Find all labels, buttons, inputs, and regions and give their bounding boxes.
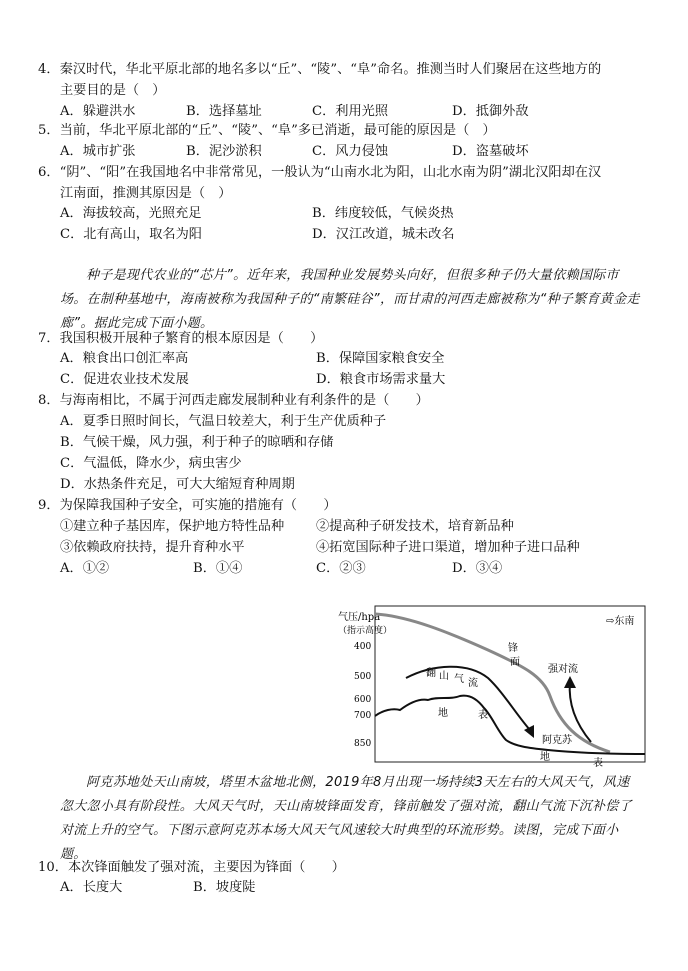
front-char-1: 锋 bbox=[508, 643, 518, 654]
q8-option-d: D．水热条件充足，可大大缩短育种周期 bbox=[60, 477, 295, 492]
q9-option-b: B．①④ bbox=[193, 561, 243, 576]
q9-item-3: ③依赖政府扶持，提升育种水平 bbox=[60, 540, 245, 555]
q9-option-d: D．③④ bbox=[452, 561, 503, 576]
q4-option-b: B．选择墓址 bbox=[186, 104, 262, 119]
tick-600: 600 bbox=[354, 695, 372, 705]
q5-option-b: B．泥沙淤积 bbox=[186, 144, 262, 159]
q9-item-4: ④拓宽国际种子进口渠道，增加种子进口品种 bbox=[316, 540, 580, 555]
surface-char-1: 地 bbox=[438, 708, 448, 719]
q4-option-d: D．抵御外敌 bbox=[452, 104, 529, 119]
passage-aksu-wind: 阿克苏地处天山南坡，塔里木盆地北侧，2019年8月出现一场持续3天左右的大风天气，风速忽大忽小具有阶段性。大风天气时，天山南坡锋面发育，锋前触发了强对流，翻山气流下沉补偿了对流上升的空气。下图示意阿克苏本场大风天气风速较大时典型的环流形势。读图，完成下面小题。 bbox=[60, 775, 632, 862]
q8-option-b: B．气候干燥，风力强，利于种子的晾晒和存储 bbox=[60, 435, 334, 450]
direction-label: ⇨东南 bbox=[606, 616, 635, 627]
q4-option-c: C．利用光照 bbox=[312, 104, 389, 119]
q6-option-d: D．汉江改道，城未改名 bbox=[312, 227, 455, 242]
surface-char-2: 表 bbox=[478, 710, 488, 721]
surface2-char-1: 地 bbox=[540, 752, 550, 763]
tick-850: 850 bbox=[354, 739, 372, 749]
q4-stem-line1: 4．秦汉时代，华北平原北部的地名多以“丘”、“陵”、“阜”命名。推测当时人们聚居在这些地方的 bbox=[38, 62, 602, 77]
tick-500: 500 bbox=[354, 672, 372, 682]
q7-option-a: A．粮食出口创汇率高 bbox=[60, 351, 189, 366]
q9-stem: 9．为保障我国种子安全，可实施的措施有（ ） bbox=[38, 498, 337, 513]
q8-option-a: A．夏季日照时间长，气温日较差大，利于生产优质种子 bbox=[60, 414, 387, 429]
q7-option-b: B．保障国家粮食安全 bbox=[316, 351, 445, 366]
foehn-char-2: 山 bbox=[439, 671, 449, 682]
q9-option-a: A．①② bbox=[60, 561, 110, 576]
q9-item-1: ①建立种子基因库，保护地方特性品种 bbox=[60, 519, 285, 534]
q9-item-2: ②提高种子研发技术，培育新品种 bbox=[316, 519, 514, 534]
q10-stem: 10．本次锋面触发了强对流，主要因为锋面（ ） bbox=[38, 860, 345, 875]
q6-option-c: C．北有高山，取名为阳 bbox=[60, 227, 202, 242]
q6-stem-line1: 6．“阴”、“阳”在我国地名中非常常见，一般认为“山南水北为阳，山北水南为阴”湖北汉阳却在汉 bbox=[38, 165, 602, 180]
q6-option-a: A．海拔较高，光照充足 bbox=[60, 206, 202, 221]
convection-arrowhead bbox=[564, 676, 576, 688]
q7-option-c: C．促进农业技术发展 bbox=[60, 372, 189, 387]
surface2-char-2: 表 bbox=[593, 758, 603, 769]
foehn-char-4: 流 bbox=[468, 678, 478, 689]
front-char-2: 面 bbox=[510, 657, 520, 668]
q6-option-b: B．纬度较低，气候炎热 bbox=[312, 206, 454, 221]
q7-option-d: D．粮食市场需求量大 bbox=[316, 372, 446, 387]
foehn-char-3: 气 bbox=[454, 674, 464, 685]
foehn-flow-line bbox=[406, 667, 530, 730]
q4-stem-line2: 主要目的是（ ） bbox=[60, 83, 166, 98]
q6-stem-line2: 江南面，推测其原因是（ ） bbox=[60, 186, 232, 201]
q7-stem: 7．我国积极开展种子繁育的根本原因是（ ） bbox=[38, 331, 324, 346]
q10-option-a: A．长度大 bbox=[60, 880, 123, 895]
q10-option-b: B．坡度陡 bbox=[193, 880, 256, 895]
q5-option-a: A．城市扩张 bbox=[60, 144, 136, 159]
y-axis-label: 气压/hpa bbox=[338, 612, 381, 623]
tick-700: 700 bbox=[354, 711, 372, 721]
foehn-char-1: 翻 bbox=[426, 668, 436, 679]
q5-option-d: D．盗墓破坏 bbox=[452, 144, 529, 159]
q8-stem: 8．与海南相比，不属于河西走廊发展制种业有利条件的是（ ） bbox=[38, 393, 429, 408]
q5-stem: 5．当前，华北平原北部的“丘”、“陵”、“阜”多已消逝，最可能的原因是（ ） bbox=[38, 123, 496, 138]
foehn-arrowhead bbox=[524, 725, 534, 738]
circulation-diagram-svg bbox=[338, 604, 648, 770]
circulation-diagram bbox=[338, 604, 648, 770]
q4-option-a: A．躲避洪水 bbox=[60, 104, 136, 119]
q9-option-c: C．②③ bbox=[316, 561, 366, 576]
q5-option-c: C．风力侵蚀 bbox=[312, 144, 389, 159]
y-axis-sublabel: （指示高度） bbox=[338, 626, 393, 636]
diagram-frame bbox=[375, 606, 645, 762]
city-label: 阿克苏 bbox=[542, 735, 572, 746]
q8-option-c: C．气温低，降水少，病虫害少 bbox=[60, 456, 242, 471]
convection-label: 强对流 bbox=[548, 664, 578, 675]
tick-400: 400 bbox=[354, 642, 372, 652]
passage-seed-industry: 种子是现代农业的“芯片”。近年来，我国种业发展势头向好，但很多种子仍大量依赖国际市场。在制种基地中，海南被称为我国种子的“南繁硅谷”，而甘肃的河西走廊被称为“种子繁育黄金走廊”。据此完成下面小题。 bbox=[60, 268, 640, 331]
